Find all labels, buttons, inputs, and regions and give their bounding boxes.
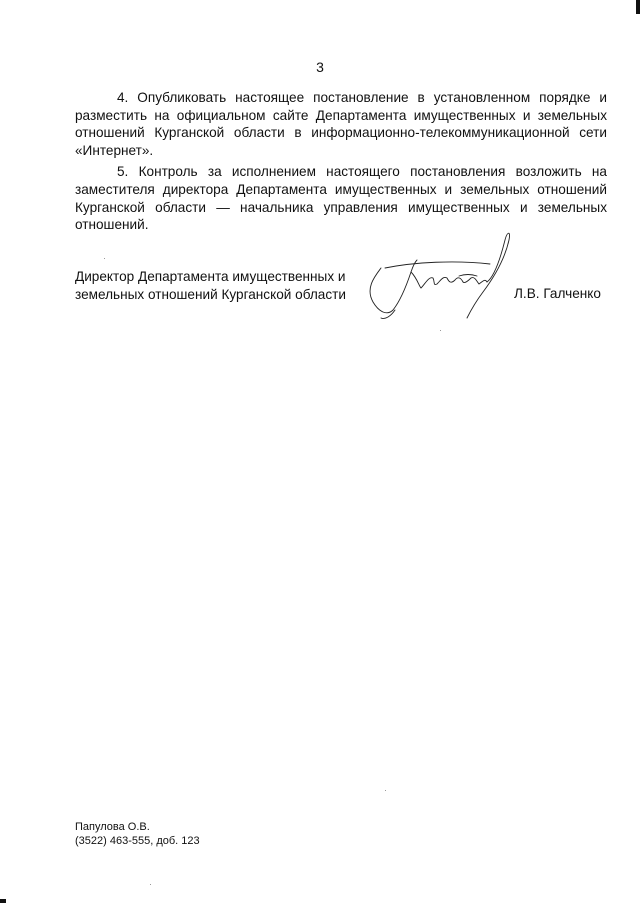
- signatory-position-line-1: Директор Департамента имущественных и: [75, 269, 346, 284]
- scan-speck: [150, 884, 151, 885]
- signatory-position-line-2: земельных отношений Курганской области: [75, 286, 346, 302]
- document-body: [75, 89, 607, 238]
- scan-edge-mark: [636, 0, 640, 14]
- paragraph-item-4: 4. Опубликовать настоящее постановление в установленном порядке и разместить на официальном сайте Департамента имущественных и земельных отношений Курганской области в информационно-телекоммуникационной сети «Интернет».: [75, 90, 607, 158]
- signatory-name: Л.В. Галченко: [514, 286, 601, 301]
- executor-phone: (3522) 463-555, доб. 123: [75, 835, 200, 847]
- signatory-position: [75, 268, 375, 303]
- scan-edge-mark: [0, 899, 6, 903]
- scan-speck: [104, 258, 105, 259]
- executor-name: Папулова О.В.: [75, 821, 150, 833]
- page-number: 3: [316, 59, 324, 75]
- handwritten-signature: [355, 226, 535, 326]
- scan-speck: [385, 790, 386, 791]
- executor-info: [75, 820, 200, 848]
- paragraph-item-5: 5. Контроль за исполнением настоящего постановления возложить на заместителя директора Департамента имущественных и земельных отношений Курганской области — начальника управления имущественных и земельных отношений.: [75, 164, 607, 233]
- scan-speck: [440, 330, 441, 331]
